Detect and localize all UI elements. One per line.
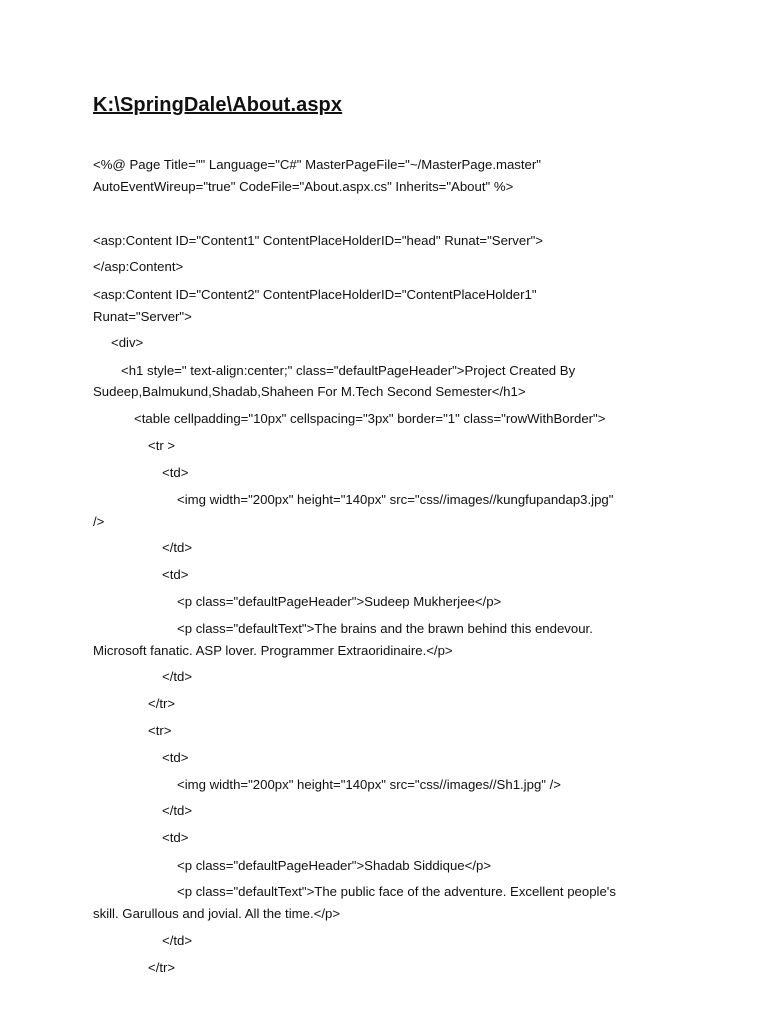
code-line-28: <p class="defaultText">The public face of the adventure. Excellent people's <box>177 884 616 899</box>
code-line-14: /> <box>93 514 105 529</box>
code-line-9: Sudeep,Balmukund,Shadab,Shaheen For M.Tech Second Semester</h1> <box>93 384 526 399</box>
code-line-21: </tr> <box>148 696 176 711</box>
code-line-12: <td> <box>162 465 189 480</box>
code-line-3: <asp:Content ID="Content1" ContentPlaceHolderID="head" Runat="Server"> <box>93 233 543 248</box>
code-line-10: <table cellpadding="10px" cellspacing="3px" border="1" class="rowWithBorder"> <box>134 411 606 426</box>
code-line-4: </asp:Content> <box>93 259 184 274</box>
code-line-11: <tr > <box>148 438 176 453</box>
code-line-24: <img width="200px" height="140px" src="css//images//Sh1.jpg" /> <box>177 777 561 792</box>
document-title: K:\SpringDale\About.aspx <box>93 94 343 116</box>
code-line-27: <p class="defaultPageHeader">Shadab Siddique</p> <box>177 858 492 873</box>
code-line-25: </td> <box>162 803 193 818</box>
code-line-22: <tr> <box>148 723 172 738</box>
code-line-1: <%@ Page Title="" Language="C#" MasterPageFile="~/MasterPage.master" <box>93 157 541 172</box>
code-line-13: <img width="200px" height="140px" src="css//images//kungfupandap3.jpg" <box>177 492 614 507</box>
code-line-16: <td> <box>162 567 189 582</box>
code-line-15: </td> <box>162 540 193 555</box>
code-line-19: Microsoft fanatic. ASP lover. Programmer Extraoridinaire.</p> <box>93 643 453 658</box>
code-line-23: <td> <box>162 750 189 765</box>
code-line-7: <div> <box>111 335 144 350</box>
code-line-2: AutoEventWireup="true" CodeFile="About.aspx.cs" Inherits="About" %> <box>93 179 514 194</box>
code-line-8: <h1 style=" text-align:center;" class="defaultPageHeader">Project Created By <box>121 363 576 378</box>
code-line-6: Runat="Server"> <box>93 309 192 324</box>
code-line-30: </td> <box>162 933 193 948</box>
code-line-29: skill. Garullous and jovial. All the time.</p> <box>93 906 341 921</box>
code-line-5: <asp:Content ID="Content2" ContentPlaceHolderID="ContentPlaceHolder1" <box>93 287 537 302</box>
code-line-26: <td> <box>162 830 189 845</box>
code-line-20: </td> <box>162 669 193 684</box>
code-line-18: <p class="defaultText">The brains and the brawn behind this endevour. <box>177 621 593 636</box>
code-line-31: </tr> <box>148 960 176 975</box>
code-line-17: <p class="defaultPageHeader">Sudeep Mukherjee</p> <box>177 594 502 609</box>
